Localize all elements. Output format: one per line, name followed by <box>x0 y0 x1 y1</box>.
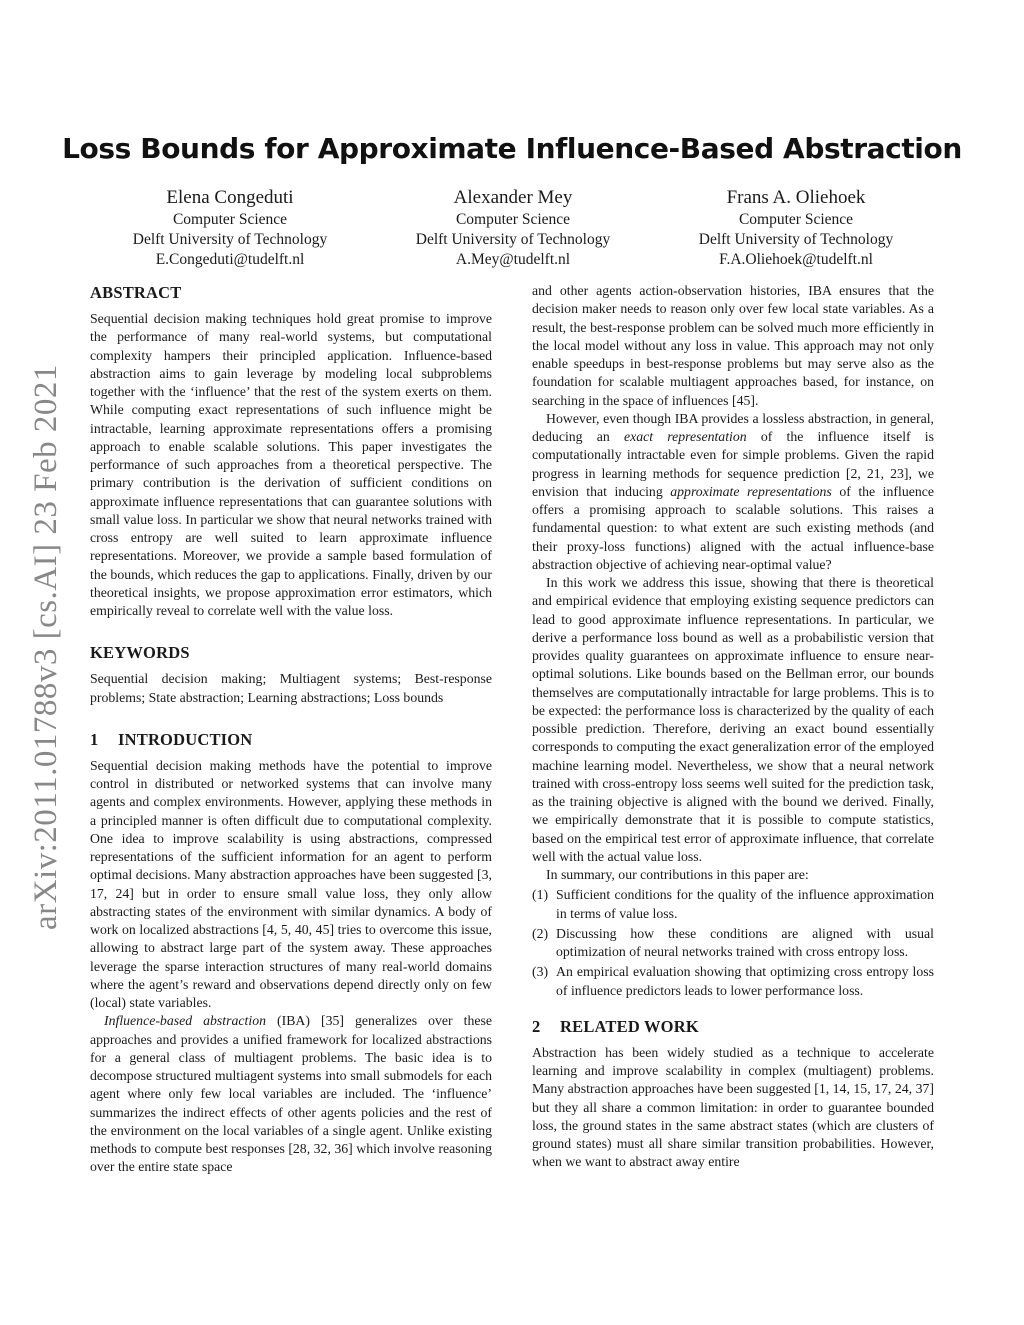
keywords-heading: KEYWORDS <box>90 643 190 663</box>
intro-paragraph-1: Sequential decision making methods have the potential to improve control in distributed or networked systems that can involve many agents and complex environments. However, applying these methods in a principled manner is often difficult due to computational complexity. One idea to improve scalability is using abstractions, compressed representations of the sufficient information for an agent to perform optimal decisions. Many abstraction approaches have been suggested [3, 17, 24] but in order to ensure small value loss, they only allow abstracting states of the environment with similar dynamics. A body of work on localized abstractions [4, 5, 40, 45] tries to overcome this issue, allowing to abstract large part of the system away. These approaches leverage the sparse interaction structures of many real-world domains where the agent’s reward and observations depend directly only on few (local) state variables. <box>90 757 492 1010</box>
intro-paragraph-5: In this work we address this issue, showing that there is theoretical and empirical evidence that employing existing sequence predictors can lead to good approximate influence representations. In particular, we derive a performance loss bound as well as a probabilistic version that provides quality guarantees on approximate influence to ensure near-optimal solutions. Like bounds based on the Bellman error, our bounds themselves are computationally intractable for large problems. This is to be expected: the performance loss is characterized by the quality of each possible prediction. Therefore, deriving an exact bound essentially corresponds to computing the exact generalization error of the employed machine learning model. Nevertheless, we show that a neural network trained with cross-entropy loss seems well suited for the prediction task, as the training objective is aligned with the bound we derived. Finally, we empirically demonstrate that it is possible to compute statistics, based on the empirical test error of approximate influence, that correlate well with the actual value loss. <box>532 575 934 864</box>
related-work-heading <box>532 1016 934 1038</box>
right-column <box>532 282 934 1172</box>
author-name: Alexander Mey <box>453 187 573 208</box>
list-marker: (1) <box>532 887 549 903</box>
abstract-text: Sequential decision making techniques hold great promise to improve the performance of many real-world systems, but computational complexity hampers their principled application. Influence-based abstraction aims to gain leverage by modeling local subproblems together with the ‘influence’ that the rest of the system exerts on them. While computing exact representations of such influence might be intractable, learning approximate representations offers a promising approach to enable scalable solutions. This paper investigates the performance of such approaches from a theoretical perspective. The primary contribution is the derivation of sufficient conditions on approximate influence representations that can guarantee solutions with small value loss. In particular we show that neural networks trained with cross entropy are well suited to learn approximate influence representations. Moreover, we provide a sample based formulation of the bounds, which reduces the gap to applications. Finally, driven by our theoretical insights, we propose approximation error estimators, which empirically reveal to correlate well with the value loss. <box>90 311 492 618</box>
list-item-text: Sufficient conditions for the quality of the influence approximation in terms of value loss. <box>556 887 934 921</box>
list-item-text: An empirical evaluation showing that optimizing cross entropy loss of influence predictors leads to lower performance loss. <box>556 964 934 998</box>
intro-paragraph-4-part-b: of the influence itself is computationally intractable even for simple problems. Given the rapid progress in learning methods for sequence prediction [2, 21, 23], we envision that inducing <box>532 429 935 499</box>
list-item <box>532 963 934 1000</box>
author-name: Frans A. Oliehoek <box>726 187 866 208</box>
list-item <box>532 925 934 962</box>
author-email[interactable]: F.A.Oliehoek@tudelft.nl <box>719 251 873 268</box>
abstract-heading: ABSTRACT <box>90 283 182 302</box>
list-item <box>532 886 934 923</box>
author-2 <box>373 186 653 270</box>
intro-paragraph-4-part-a: However, even though IBA provides a lossless abstraction, in general, deducing an <box>532 410 934 444</box>
section-number: 2 <box>532 1016 541 1036</box>
intro-paragraph-2-text: (IBA) [35] generalizes over these approaches and provides a unified framework for localized abstractions for a general class of multiagent problems. The basic idea is to decompose structured multiagent systems into small submodels for each agent where only few local variables are included. The ‘influence’ summarizes the indirect effects of other agents policies and the rest of the environment on the local variables of a single agent. Unlike existing methods to compute best responses [28, 32, 36] which involve reasoning over the entire state space <box>90 1013 492 1175</box>
list-marker: (3) <box>532 964 549 980</box>
related-work-paragraph-1: Abstraction has been widely studied as a technique to accelerate learning and improve scalability in complex (multiagent) problems. Many abstraction approaches have been suggested [1, 14, 15, 17, 24, 37] but they all share a common limitation: in order to guarantee bounded loss, the ground states in the same abstract states (which are clusters of ground states) must all share similar transition probabilities. However, when we want to abstract away entire <box>532 1044 934 1170</box>
paper-title: Loss Bounds for Approximate Influence-Based Abstraction <box>62 132 962 165</box>
list-item-text: Discussing how these conditions are aligned with usual optimization of neural networks trained with cross entropy loss. <box>556 925 934 959</box>
author-affiliation: Delft University of Technology <box>698 231 894 248</box>
introduction-heading <box>90 729 492 751</box>
list-marker: (2) <box>532 925 549 941</box>
exact-representation-term: exact representation <box>623 429 747 444</box>
contributions-list <box>532 886 934 1000</box>
author-3 <box>656 186 936 270</box>
left-column <box>90 282 492 1177</box>
iba-term: Influence-based abstraction <box>104 1013 266 1029</box>
section-title: RELATED WORK <box>560 1016 699 1036</box>
section-number: 1 <box>90 729 99 749</box>
author-name: Elena Congeduti <box>166 187 294 208</box>
author-email[interactable]: E.Congeduti@tudelft.nl <box>155 251 305 268</box>
approximate-representations-term: approximate representations <box>670 483 832 499</box>
author-block <box>90 186 936 270</box>
author-1 <box>90 186 370 270</box>
author-email[interactable]: A.Mey@tudelft.nl <box>455 251 571 268</box>
author-department: Computer Science <box>738 211 854 228</box>
author-department: Computer Science <box>455 211 571 228</box>
section-title: INTRODUCTION <box>118 729 253 749</box>
author-affiliation: Delft University of Technology <box>415 231 611 248</box>
contributions-intro: In summary, our contributions in this paper are: <box>546 867 809 882</box>
author-department: Computer Science <box>172 211 288 228</box>
intro-paragraph-3: and other agents action-observation histories, IBA ensures that the decision maker needs to reason only over few local state variables. As a result, the best-response problem can be solved much more efficiently in the local model without any loss in value. This approach may not only enable speedups in best-response problems but may serve also as the foundation for scalable multiagent approaches based, for instance, on searching in the space of influences [45]. <box>532 283 934 408</box>
intro-paragraph-4 <box>532 410 934 574</box>
intro-paragraph-2 <box>90 1012 492 1176</box>
arxiv-identifier-stamp: arXiv:2011.01788v3 [cs.AI] 23 Feb 2021 <box>28 364 64 930</box>
intro-paragraph-4-part-c: of the influence offers a promising approach to scalable solutions. This raises a fundamental question: to what extent are such existing methods (and their proxy-loss functions) aligned with the actual influence-base abstraction objective of achieving near-optimal value? <box>532 483 935 572</box>
keywords-text: Sequential decision making; Multiagent systems; Best-response problems; State abstraction; Learning abstractions; Loss bounds <box>90 671 492 705</box>
author-affiliation: Delft University of Technology <box>132 231 328 248</box>
